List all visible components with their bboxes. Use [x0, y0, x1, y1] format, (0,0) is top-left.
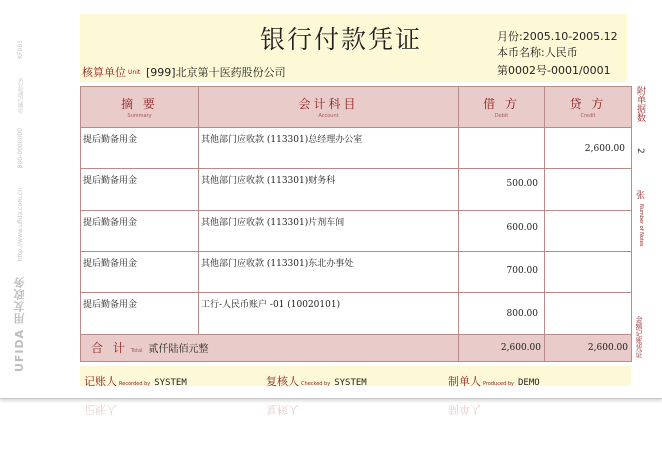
brand-logo: UFIDA 用友政务 — [13, 276, 26, 373]
checker — [266, 370, 367, 389]
col-summary-en: Summary — [127, 113, 152, 119]
row-debit: 600.00 — [506, 222, 538, 233]
brand-side-note: 金额记账凭证 — [18, 78, 25, 114]
attach-count: 2 — [635, 148, 645, 154]
table-row — [81, 128, 632, 169]
brand-phone: 800-0000000 — [17, 128, 24, 169]
voucher-table — [80, 86, 632, 362]
col-account — [199, 87, 459, 128]
sheet-reflection — [80, 402, 631, 452]
total-label-en: Total — [130, 348, 143, 355]
total-row — [81, 334, 632, 361]
attach-label: 附单据数 — [635, 86, 645, 122]
total-amount-words: 贰仟陆佰元整 — [148, 344, 209, 356]
col-account-cn: 会计科目 — [298, 97, 359, 111]
row-account: 其他部门应收款 (113301)片剂车间 — [201, 217, 345, 228]
checker-label-en: Checked by — [301, 381, 331, 387]
reflection-producer: 制单人 — [448, 403, 481, 416]
producer-label-en: Produced by — [483, 381, 514, 387]
voucher-header — [80, 14, 627, 82]
row-credit: 2,600.00 — [584, 144, 625, 154]
col-credit-en: Credit — [580, 113, 596, 119]
special-note: 金额记账凭证 — [635, 316, 643, 358]
row-account: 工行-人民币账户 -01 (10020101) — [201, 300, 341, 311]
reflection-recorder: 记账人 — [84, 403, 117, 416]
attach-unit-en: Number of Notes — [638, 204, 644, 247]
currency-text: 本币名称:人民币 — [497, 46, 578, 59]
total-label: 合 计 — [91, 341, 128, 356]
col-credit — [545, 87, 632, 128]
table-row — [81, 210, 632, 251]
table-row — [81, 293, 632, 334]
row-summary: 提后勤备用金 — [83, 259, 138, 270]
col-credit-cn: 贷 方 — [569, 97, 607, 111]
recorder-value: SYSTEM — [154, 378, 187, 388]
table-row — [81, 252, 632, 293]
brand-strip — [0, 0, 36, 398]
checker-value: SYSTEM — [334, 378, 367, 388]
col-summary — [81, 87, 199, 128]
brand-url: http://www.ufida.com.cn — [17, 188, 24, 262]
col-debit-en: Debit — [494, 113, 509, 119]
unit-value: [999]北京第十医药股份公司 — [146, 66, 286, 79]
month-text: 月份:2005.10-2005.12 — [497, 30, 618, 43]
unit-label-en: Unit — [128, 69, 141, 76]
row-summary: 提后勤备用金 — [83, 217, 138, 228]
total-credit: 2,600.00 — [587, 342, 628, 353]
row-debit: 700.00 — [506, 266, 538, 277]
recorder-label-en: Recorded by — [119, 381, 151, 387]
checker-label: 复核人 — [266, 375, 299, 388]
row-account: 其他部门应收款 (113301)财务科 — [201, 176, 336, 187]
voucher-meta — [491, 26, 627, 82]
row-debit: 500.00 — [506, 179, 538, 190]
row-summary: 提后勤备用金 — [83, 300, 138, 311]
table-header — [81, 87, 632, 128]
row-summary: 提后勤备用金 — [83, 176, 138, 187]
voucher-number: 第0002号-0001/0001 — [497, 64, 611, 77]
total-debit: 2,600.00 — [500, 342, 541, 353]
col-account-en: Account — [318, 113, 339, 119]
row-debit: 800.00 — [506, 309, 538, 320]
signature-footer — [80, 366, 631, 386]
col-debit-cn: 借 方 — [483, 97, 520, 111]
recorder-label: 记账人 — [84, 375, 117, 388]
row-account: 其他部门应收款 (113301)总经理办公室 — [201, 135, 363, 145]
unit-label: 核算单位 — [82, 66, 126, 79]
producer — [448, 370, 540, 389]
reflection-checker: 复核人 — [266, 403, 299, 416]
recorder — [84, 370, 187, 389]
producer-value: DEMO — [518, 378, 540, 388]
col-debit — [459, 87, 545, 128]
brand-code: KF001 — [17, 40, 24, 59]
attach-unit: 张 — [634, 190, 644, 199]
table-row — [81, 169, 632, 210]
col-summary-cn: 摘 要 — [121, 97, 158, 111]
producer-label: 制单人 — [448, 375, 481, 388]
attachment-strip — [630, 86, 648, 386]
row-summary: 提后勤备用金 — [83, 135, 138, 145]
page-title: 银行付款凭证 — [260, 25, 423, 54]
row-account: 其他部门应收款 (113301)东北办事处 — [201, 259, 354, 270]
